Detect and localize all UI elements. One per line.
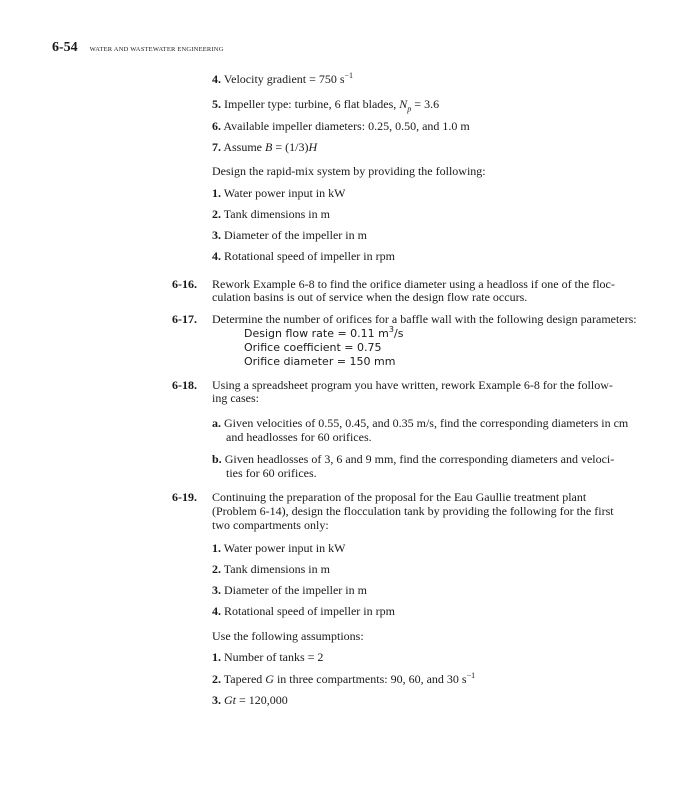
list-item: 2. Tapered G in three compartments: 90, 60, and 30 $s^{-1}$ xyxy=(212,671,476,686)
problem-text: Determine the number of orifices for a baffle wall with the following design parameters: xyxy=(212,312,637,326)
parameter-line: Design flow rate = 0.11 $m^3/s$ xyxy=(244,325,404,340)
problem-number: 6-19. xyxy=(172,490,197,504)
list-item: 3. Diameter of the impeller in m xyxy=(212,228,367,242)
problem-text: Rework Example 6-8 to find the orifice diameter using a headloss if one of the floc- xyxy=(212,277,615,291)
problem-number: 6-17. xyxy=(172,312,197,326)
design-intro: Design the rapid-mix system by providing the following: xyxy=(212,164,486,178)
problem-text: (Problem 6-14), design the flocculation tank by providing the following for the first xyxy=(212,504,614,518)
sub-item: b. Given headlosses of 3, 6 and 9 mm, find the corresponding diameters and veloci- xyxy=(212,452,615,466)
assumptions-intro: Use the following assumptions: xyxy=(212,629,364,643)
list-item: 4. Velocity gradient = 750 $s^{-1}$ xyxy=(212,71,354,86)
problem-number: 6-16. xyxy=(172,277,197,291)
list-item: 4. Rotational speed of impeller in rpm xyxy=(212,604,395,618)
sub-item-cont: and headlosses for 60 orifices. xyxy=(226,430,372,444)
page-header xyxy=(52,40,224,56)
list-item: 6. Available impeller diameters: 0.25, 0.50, and 1.0 m xyxy=(212,119,470,133)
list-item: 3. Diameter of the impeller in m xyxy=(212,583,367,597)
page-number: 6-54 xyxy=(52,40,78,55)
problem-text: Using a spreadsheet program you have written, rework Example 6-8 for the follow- xyxy=(212,378,613,392)
problem-text: culation basins is out of service when the design flow rate occurs. xyxy=(212,290,528,304)
list-item: 1. Number of tanks = 2 xyxy=(212,650,324,664)
list-item: 2. Tank dimensions in m xyxy=(212,562,330,576)
problem-text: two compartments only: xyxy=(212,518,329,532)
list-item: 1. Water power input in kW xyxy=(212,541,346,555)
running-title: WATER AND WASTEWATER ENGINEERING xyxy=(89,46,224,53)
list-item: 4. Rotational speed of impeller in rpm xyxy=(212,249,395,263)
sub-item: a. Given velocities of 0.55, 0.45, and 0.35 m/s, find the corresponding diameters in cm xyxy=(212,416,629,430)
problem-text: ing cases: xyxy=(212,391,259,405)
list-item: 7. Assume B = (1/3)H xyxy=(212,140,318,154)
parameter-line: Orifice coefficient = 0.75 xyxy=(244,341,382,354)
problem-number: 6-18. xyxy=(172,378,197,392)
list-item: 3. Gt = 120,000 xyxy=(212,693,288,707)
problem-text: Continuing the preparation of the proposal for the Eau Gaullie treatment plant xyxy=(212,490,587,504)
sub-item-cont: ties for 60 orifices. xyxy=(226,466,317,480)
list-item: 5. Impeller type: turbine, 6 flat blades, $N_p = 3.6$ xyxy=(212,97,440,114)
parameter-line: Orifice diameter = 150 mm xyxy=(244,355,396,368)
list-item: 1. Water power input in kW xyxy=(212,186,346,200)
list-item: 2. Tank dimensions in m xyxy=(212,207,330,221)
